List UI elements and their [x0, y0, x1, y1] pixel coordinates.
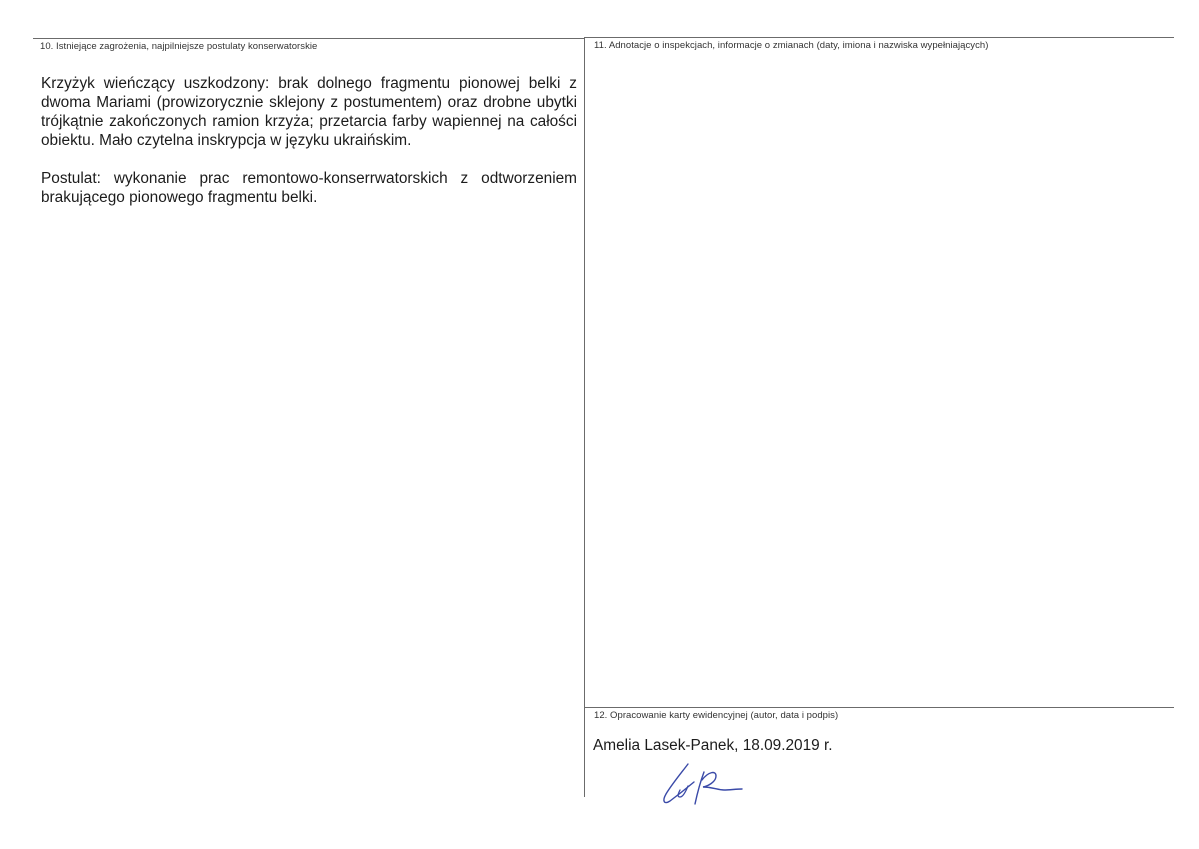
damage-description: Krzyżyk wieńczący uszkodzony: brak dolnego fragmentu pionowej belki z dwoma Mariami (prowizorycznie sklejony z postumentem) oraz drobne ubytki trójkątnie zakończonych ramion krzyża; przetarcia farby wapiennej na całości obiektu. Mało czytelna inskrypcja w języku ukraińskim. — [41, 75, 577, 149]
section-10-content — [41, 74, 577, 207]
section-11-label: 11. Adnotacje o inspekcjach, informacje o zmianach (daty, imiona i nazwiska wypełniających) — [594, 40, 989, 51]
section-12-label: 12. Opracowanie karty ewidencyjnej (autor, data i podpis) — [594, 710, 839, 721]
top-divider-left — [33, 38, 584, 39]
top-divider-right — [584, 37, 1174, 38]
section-10-label: 10. Istniejące zagrożenia, najpilniejsze postulaty konserwatorskie — [40, 41, 318, 52]
handwritten-signature-icon — [658, 760, 748, 808]
section-11-empty-area — [585, 55, 1174, 705]
conservation-postulate: Postulat: wykonanie prac remontowo-konserrwatorskich z odtworzeniem brakującego pionowego fragmentu belki. — [41, 170, 577, 206]
section-12-divider — [584, 707, 1174, 708]
author-and-date: Amelia Lasek-Panek, 18.09.2019 r. — [593, 737, 833, 754]
